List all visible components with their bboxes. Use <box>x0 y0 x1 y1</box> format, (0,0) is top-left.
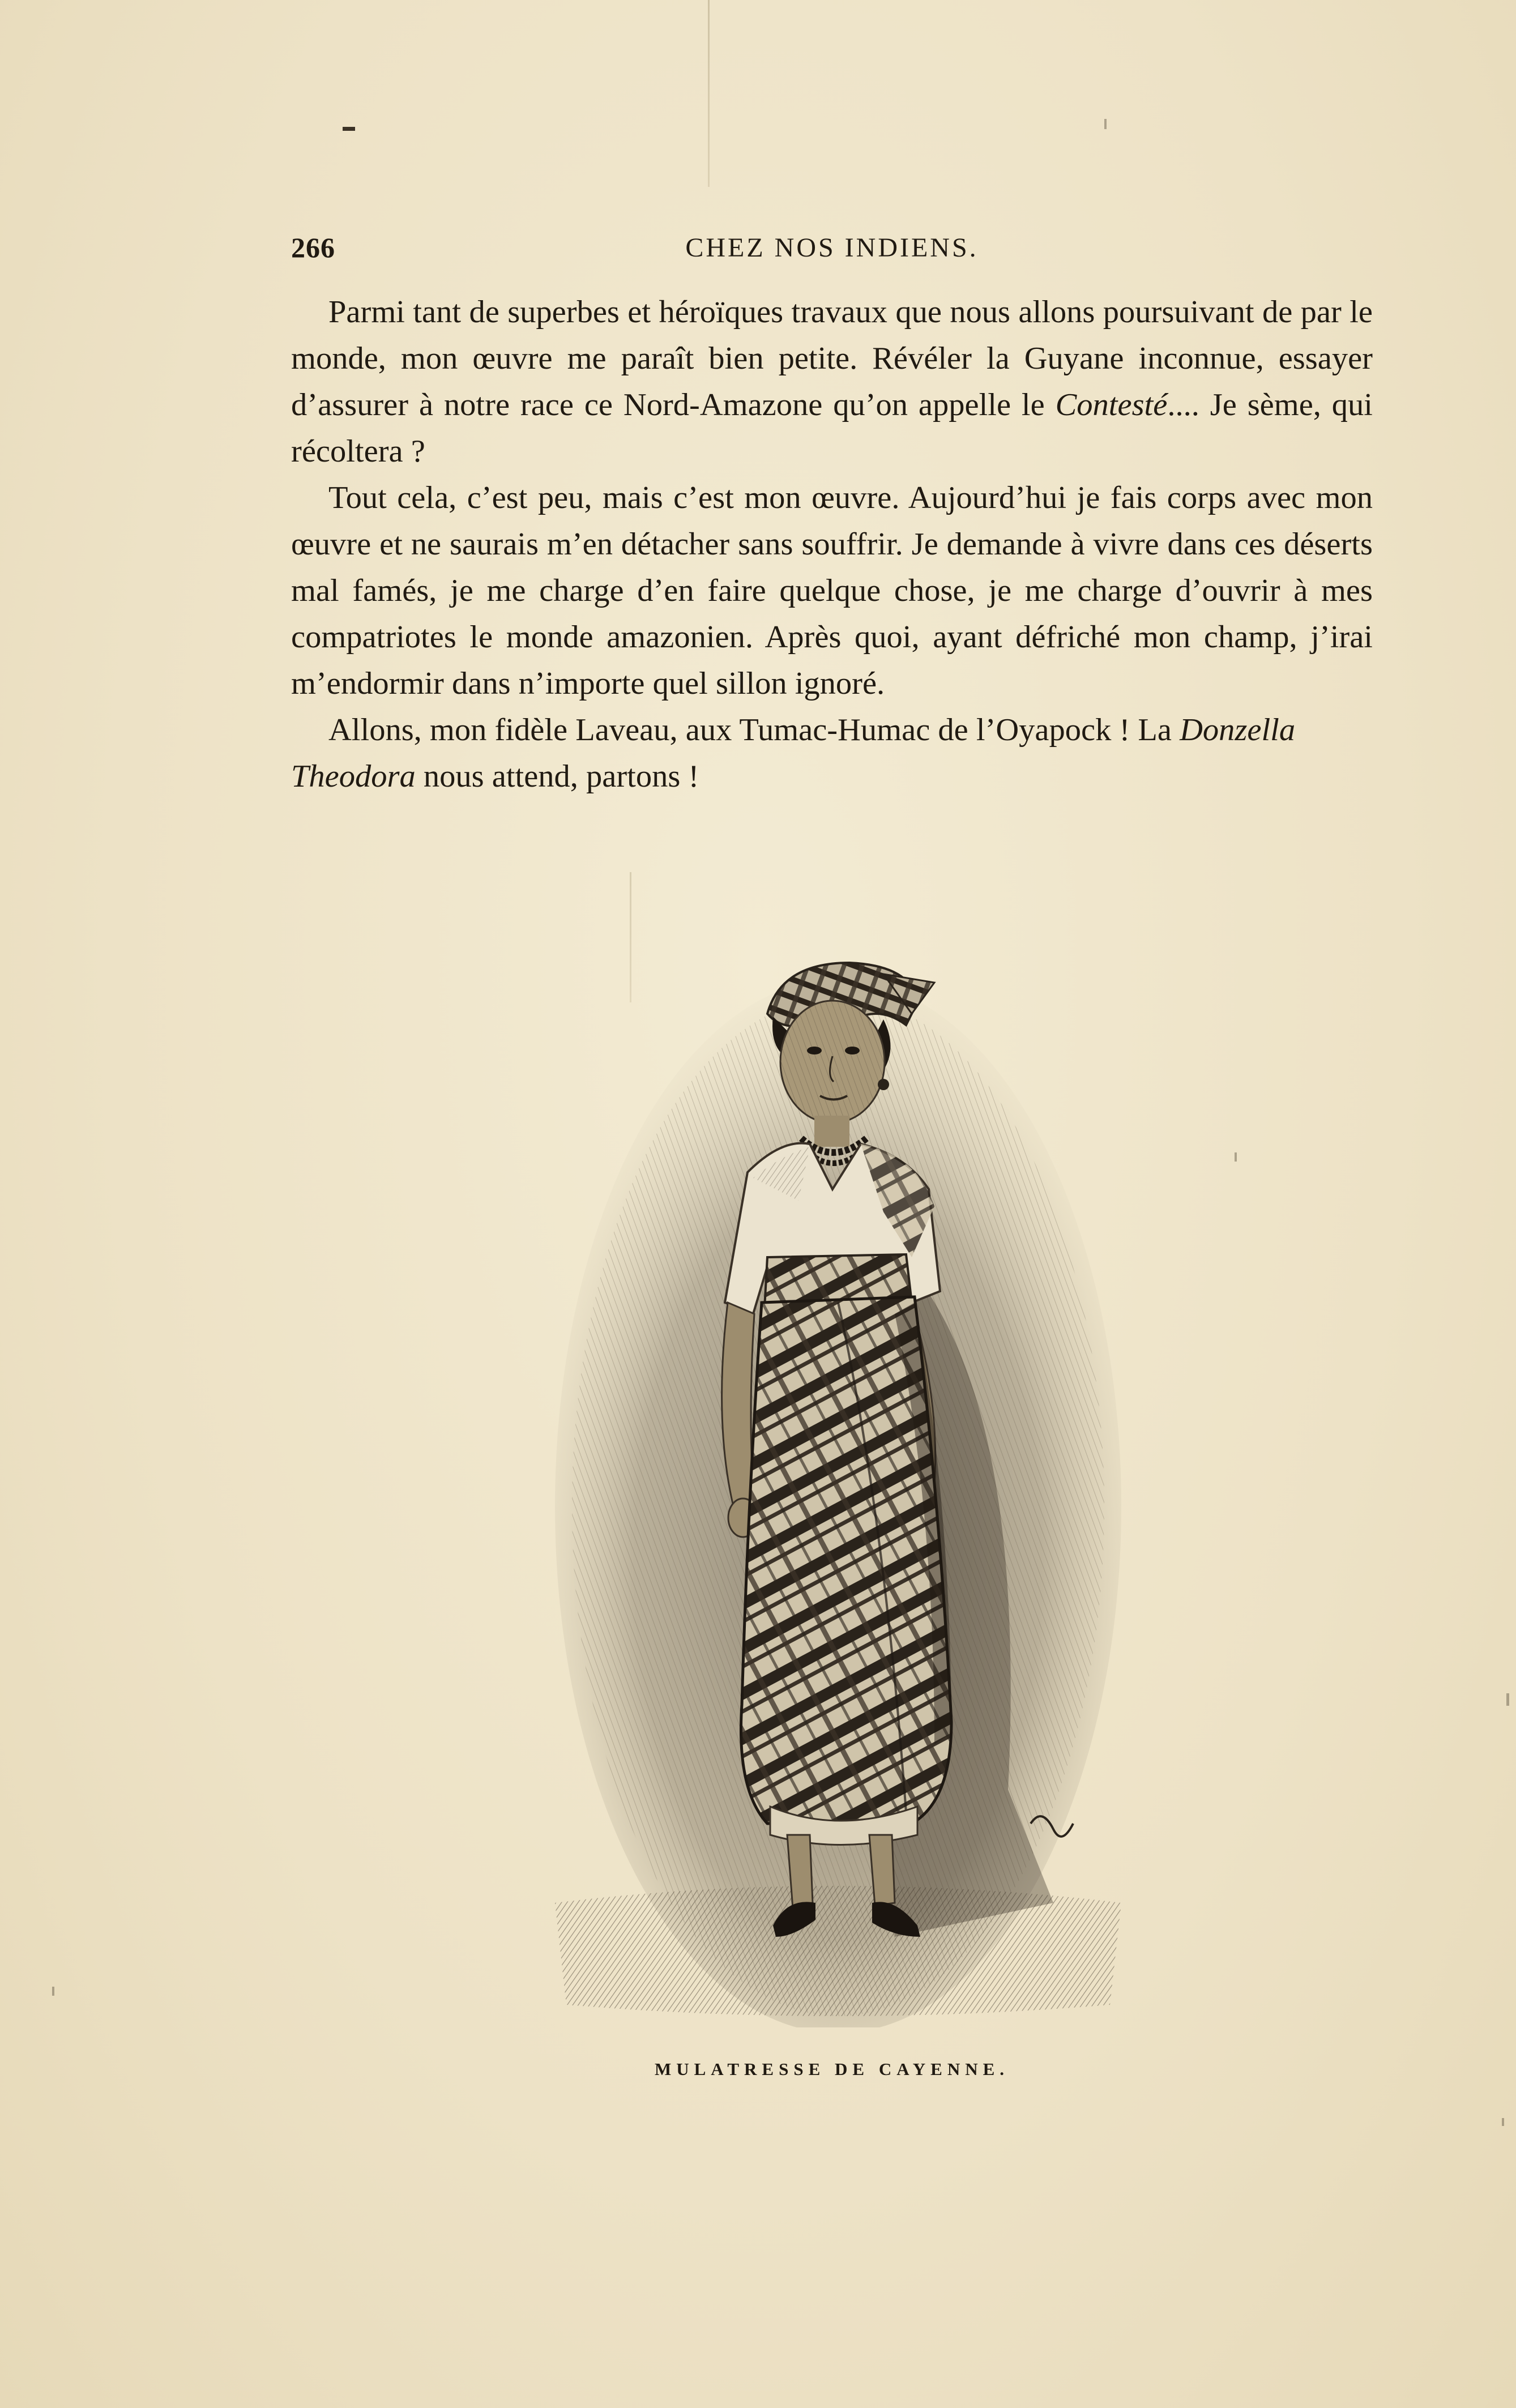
illustration-caption: MULATRESSE DE CAYENNE. <box>654 2059 1010 2079</box>
paragraph-2 <box>291 475 1373 707</box>
portrait-engraving <box>544 940 1133 2027</box>
italic-text-run: Donzella Theodora <box>291 712 1296 794</box>
text-run: .... Je sème, qui récoltera ? <box>291 387 1373 469</box>
running-title: CHEZ NOS INDIENS. <box>685 233 979 263</box>
text-run: Allons, mon fidèle Laveau, aux Tumac-Humac de l’Oyapock ! La <box>328 712 1180 748</box>
paragraph-3 <box>291 707 1373 800</box>
paper-speck <box>1235 1152 1237 1162</box>
paper-speck <box>1502 2118 1504 2126</box>
body-text <box>291 289 1373 800</box>
italic-text-run: Contesté <box>1055 387 1168 422</box>
paper-speck <box>1104 119 1107 129</box>
text-run: nous attend, partons ! <box>415 759 699 794</box>
running-head <box>291 231 1373 271</box>
paragraph-1 <box>291 289 1373 475</box>
paper-speck <box>52 1987 54 1996</box>
ink-mark <box>343 127 355 131</box>
page-number: 266 <box>291 232 335 263</box>
engraving-drawing <box>544 940 1133 2027</box>
paper-speck <box>1506 1693 1509 1706</box>
text-run: Tout cela, c’est peu, mais c’est mon œuvre. Aujourd’hui je fais corps avec mon œuvre et ne saurais m’en détacher sans souffrir. Je demande à vivre dans ces déserts mal famés, je me charge d’en faire quelque chose, je me charge d’ouvrir à mes compatriotes le monde amazonien. Après quoi, ayant défriché mon champ, j’irai m’endormir dans n’importe quel sillon ignoré. <box>291 480 1373 701</box>
text-run: Parmi tant de superbes et héroïques travaux que nous allons poursuivant de par le monde, mon œuvre me paraît bien petite. Révéler la Guyane inconnue, essayer d’assurer à notre race ce Nord-Amazone qu’on appelle le <box>291 294 1373 422</box>
paper-fold-line <box>708 0 710 187</box>
